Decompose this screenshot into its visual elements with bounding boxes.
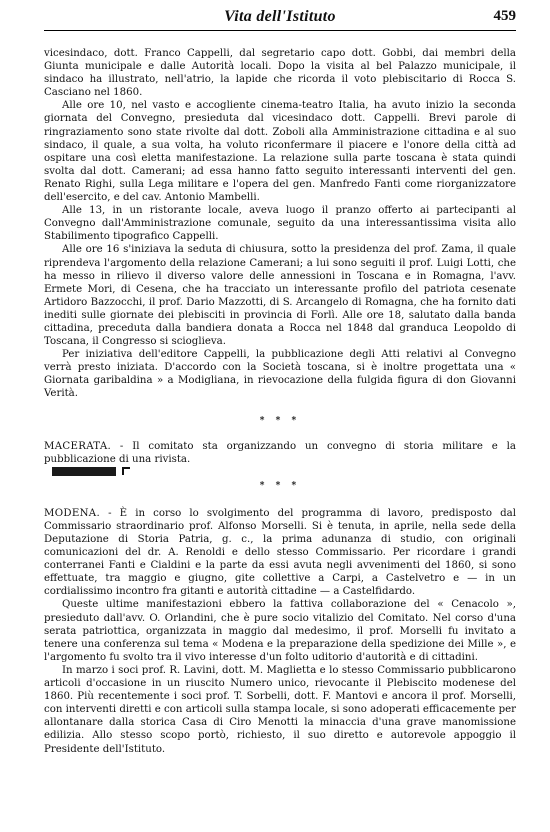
paragraph: Per iniziativa dell'editore Cappelli, la pubblicazione degli Atti relativi al Convegno verrà presto iniziata. D'accordo con la Società toscana, si è inoltre progettata una « Giornata garibaldina » a Modigliana, in rievocazione della fulgida figura di don Giovanni Verità.	[44, 349, 516, 400]
section-separator: * * *	[259, 480, 301, 491]
paragraph: Alle 13, in un ristorante locale, aveva luogo il pranzo offerto ai partecipanti al Convegno dall'Amministrazione comunale, seguito da una interessantissima visita allo Stabilimento tipografico Cappelli.	[44, 205, 516, 243]
ink-smudge	[52, 467, 116, 476]
running-header	[44, 6, 516, 31]
modena-entry	[44, 507, 516, 599]
entry-text: - È in corso lo svolgimento del programma di lavoro, predisposto dal Commissario straordinario prof. Alfonso Morselli. Si è tenuta, in aprile, nella sede della Deputazione di Storia Patria, g. c., la prima adunanza di studio, con originali comunicazioni del dr. A. Renoldi e dello stesso Commissario. Per ricordare i grandi conterranei Fanti e Cialdini e la parte da essi avuta negli avvenimenti del 1860, si sono effettuate, tra maggio e giugno, gite collettive a Carpi, a Castelvetro e — in un cordialissimo incontro fra gitanti e autorità cittadine — a Castelfidardo.	[44, 507, 516, 598]
paragraph: Queste ultime manifestazioni ebbero la fattiva collaborazione del « Cenacolo », presieduto dall'avv. O. Orlandini, che è pure socio vitalizio del Comitato. Nel corso d'una serata patriottica, organizzata in maggio dal medesimo, il prof. Morselli fu invitato a tenere una conferenza sul tema « Modena e la preparazione della spedizione dei Mille », e l'argomento fu svolto tra il vivo interesse d'un folto uditorio d'autorità e di cittadini.	[44, 599, 516, 663]
paragraph: Alle ore 10, nel vasto e accogliente cinema-teatro Italia, ha avuto inizio la seconda giornata del Convegno, presieduta dal vicesindaco dott. Cappelli. Brevi parole di ringraziamento sono state rivolte dal dott. Zoboli alla Amministrazione cittadina e al suo sindaco, il quale, a sua volta, ha voluto riconfermare il piacere e l'onore della città ad ospitare una così eletta manifestazione. La relazione sulla parte toscana è stata quindi svolta dal dott. Camerani; ad essa hanno fatto seguito interessanti interventi del gen. Renato Righi, sulla Lega militare e l'opera del gen. Manfredo Fanti come riorganizzatore dell'esercito, e del cav. Antonio Mambelli.	[44, 100, 516, 204]
place-name: MACERATA.	[44, 440, 112, 452]
paragraph: In marzo i soci prof. R. Lavini, dott. M. Maglietta e lo stesso Commissario pubblicarono articoli d'occasione in un riuscito Numero unico, rievocante il Plebiscito modenese del 1860. Più recentemente i soci prof. T. Sorbelli, dott. F. Mantovi e ancora il prof. Morselli, con interventi diretti e con articoli sulla stampa locale, si sono adoperati efficacemente per allontanare dalla storica Casa di Ciro Menotti la minaccia d'una grave manomissione edilizia. Allo stesso scopo portò, richiesto, il suo diretto e autorevole appoggio il Presidente dell'Istituto.	[44, 664, 516, 755]
macerata-entry	[44, 440, 516, 479]
section-separator: * * *	[259, 415, 301, 426]
running-title: Vita dell'Istituto	[224, 8, 336, 25]
paragraph: vicesindaco, dott. Franco Cappelli, dal segretario capo dott. Gobbi, dai membri della Giunta municipale e dalle Autorità locali. Dopo la visita al bel Palazzo municipale, il sindaco ha illustrato, nell'atrio, la lapide che ricorda il voto plebiscitario di Rocca S. Casciano nel 1860.	[44, 48, 516, 99]
page-number: 459	[493, 8, 516, 24]
paragraph: Alle ore 16 s'iniziava la seduta di chiusura, sotto la presidenza del prof. Zama, il quale riprendeva l'argomento della relazione Camerani; a lui sono seguiti il prof. Luigi Lotti, che ha messo in rilievo il diverso valore delle annessioni in Toscana e in Romagna, l'avv. Ermete Mori, di Cesena, che ha tracciato un interessante profilo del patriota cesenate Artidoro Bazzocchi, il prof. Dario Mazzotti, di S. Arcangelo di Romagna, che ha fornito dati inediti sulle giornate dei plebisciti in provincia di Forlì. Alle ore 18, salutato dalla banda cittadina, preceduta dalla bandiera donata a Rocca nel 1848 dal granduca Leopoldo di Toscana, il Congresso si scioglieva.	[44, 244, 516, 348]
place-name: MODENA.	[44, 507, 100, 519]
entry-text: - Il comitato sta organizzando un convegno di storia militare e la pubblicazione di una rivista.	[44, 440, 516, 465]
body-text	[44, 47, 516, 756]
ink-mark	[122, 467, 130, 475]
